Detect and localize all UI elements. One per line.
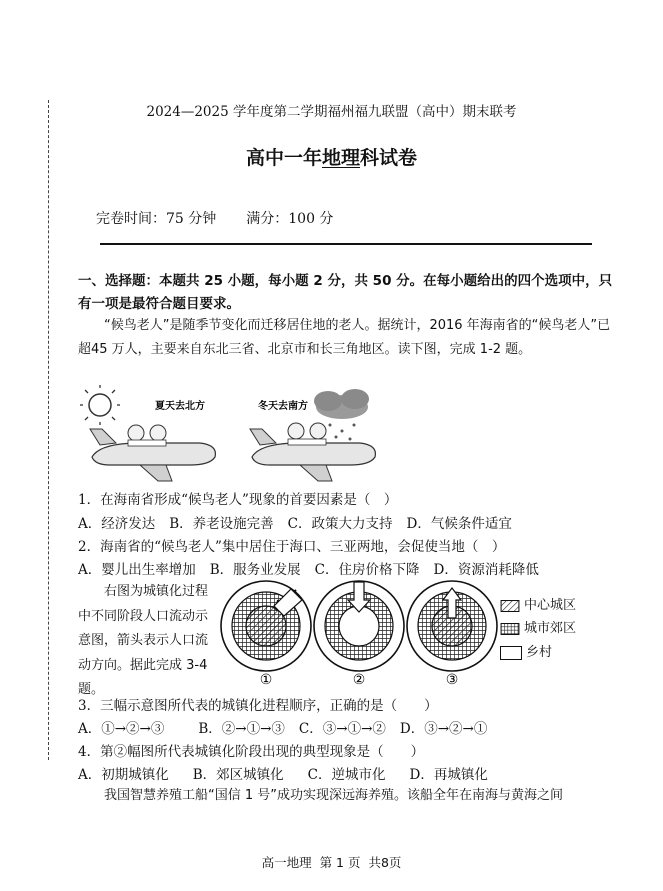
q1-option-b: B．养老设施完善 (169, 516, 274, 532)
legend-rural-label: 乡村 (526, 645, 553, 660)
legend-suburb (500, 621, 576, 637)
q2-option-b: B．服务业发展 (209, 562, 301, 578)
exam-title (0, 143, 663, 170)
exam-score: 满分：100 分 (246, 211, 334, 227)
title-post: 科试卷 (360, 147, 418, 169)
question-3-stem: 3．三幅示意图所代表的城镇化进程顺序，正确的是（ ） (78, 698, 438, 714)
title-subject: 地理 (321, 147, 360, 169)
q4-option-b: B．郊区城镇化 (192, 767, 284, 783)
binding-line (48, 100, 49, 760)
urbanization-diagram (218, 578, 498, 686)
passage-3: 我国智慧养殖工船“国信 1 号”成功实现深远海养殖。该船全年在南海与黄海之间 (104, 788, 564, 803)
footer-page: 第 1 页 (319, 855, 361, 870)
q3-option-b: B．②→①→③ (198, 721, 285, 737)
cartoon-right-label: 冬天去南方 (258, 401, 308, 412)
legend-central-city (500, 598, 576, 614)
passage-1: “候鸟老人”是随季节变化而迁移居住地的老人。据统计，2016 年海南省的“候鸟老人”已超45 万人，主要来自东北三省、北京市和长三角地区。读下图，完成 1-2 题。 (78, 318, 611, 357)
legend-swatch-hatch (500, 600, 520, 612)
footer-total: 共8页 (368, 855, 402, 870)
q2-option-c: C．住房价格下降 (314, 562, 420, 578)
legend-central-city-label: 中心城区 (524, 598, 577, 613)
header-rule (100, 243, 592, 245)
q1-option-a: A．经济发达 (78, 516, 156, 532)
migratory-elderly-cartoon (80, 385, 380, 485)
q2-option-a: A．婴儿出生率增加 (78, 562, 196, 578)
diagram-label-2: ② (352, 672, 366, 686)
question-3-options (78, 717, 501, 737)
legend-rural (500, 645, 552, 661)
legend-suburb-label: 城市郊区 (524, 621, 577, 636)
q4-option-a: A．初期城镇化 (78, 767, 169, 783)
section-heading: 一、选择题：本题共 25 小题，每小题 2 分，共 50 分。在每小题给出的四个选项中，只有一项是最符合题目要求。 (78, 273, 613, 312)
legend-swatch-blank (500, 646, 522, 660)
question-2-options (78, 558, 553, 578)
exam-time: 完卷时间：75 分钟 (96, 211, 217, 227)
exam-subtitle: 2024—2025 学年度第二学期福州福九联盟（高中）期末联考 (146, 104, 517, 120)
sun-icon (80, 385, 120, 425)
question-4-options (78, 763, 502, 783)
question-4-stem: 4．第②幅图所代表城镇化阶段出现的典型现象是（ ） (78, 744, 425, 760)
diagram-panel-1 (221, 581, 311, 671)
diagram-panel-2 (314, 581, 404, 671)
q3-option-d: D．③→②→① (399, 721, 488, 737)
legend-swatch-grid (500, 623, 520, 635)
passage-2: 右图为城镇化过程中不同阶段人口流动示意图，箭头表示人口流动方向。据此完成 3-4 题。 (78, 584, 209, 697)
airplane-right-icon (250, 423, 375, 481)
q1-option-c: C．政策大力支持 (287, 516, 393, 532)
airplane-left-icon (90, 425, 215, 481)
exam-meta (96, 208, 333, 228)
question-2-stem: 2．海南省的“候鸟老人”集中居住于海口、三亚两地，会促使当地（ ） (78, 539, 506, 555)
q1-option-d: D．气候条件适宜 (406, 516, 512, 532)
question-1-options (78, 512, 526, 532)
q4-option-c: C．逆城市化 (307, 767, 386, 783)
cartoon-left-label: 夏天去北方 (155, 401, 205, 412)
title-pre: 高中一年 (245, 147, 322, 169)
question-1-stem: 1．在海南省形成“候鸟老人”现象的首要因素是（ ） (78, 492, 398, 508)
diagram-panel-3 (407, 581, 497, 671)
diagram-label-3: ③ (445, 672, 459, 686)
diagram-label-1: ① (259, 672, 273, 686)
q3-option-c: C．③→①→② (298, 721, 386, 737)
q3-option-a: A．①→②→③ (78, 721, 165, 737)
footer-subject: 高一地理 (261, 855, 312, 870)
q4-option-d: D．再城镇化 (409, 767, 488, 783)
page-footer (0, 853, 663, 871)
q2-option-d: D．资源消耗降低 (433, 562, 539, 578)
